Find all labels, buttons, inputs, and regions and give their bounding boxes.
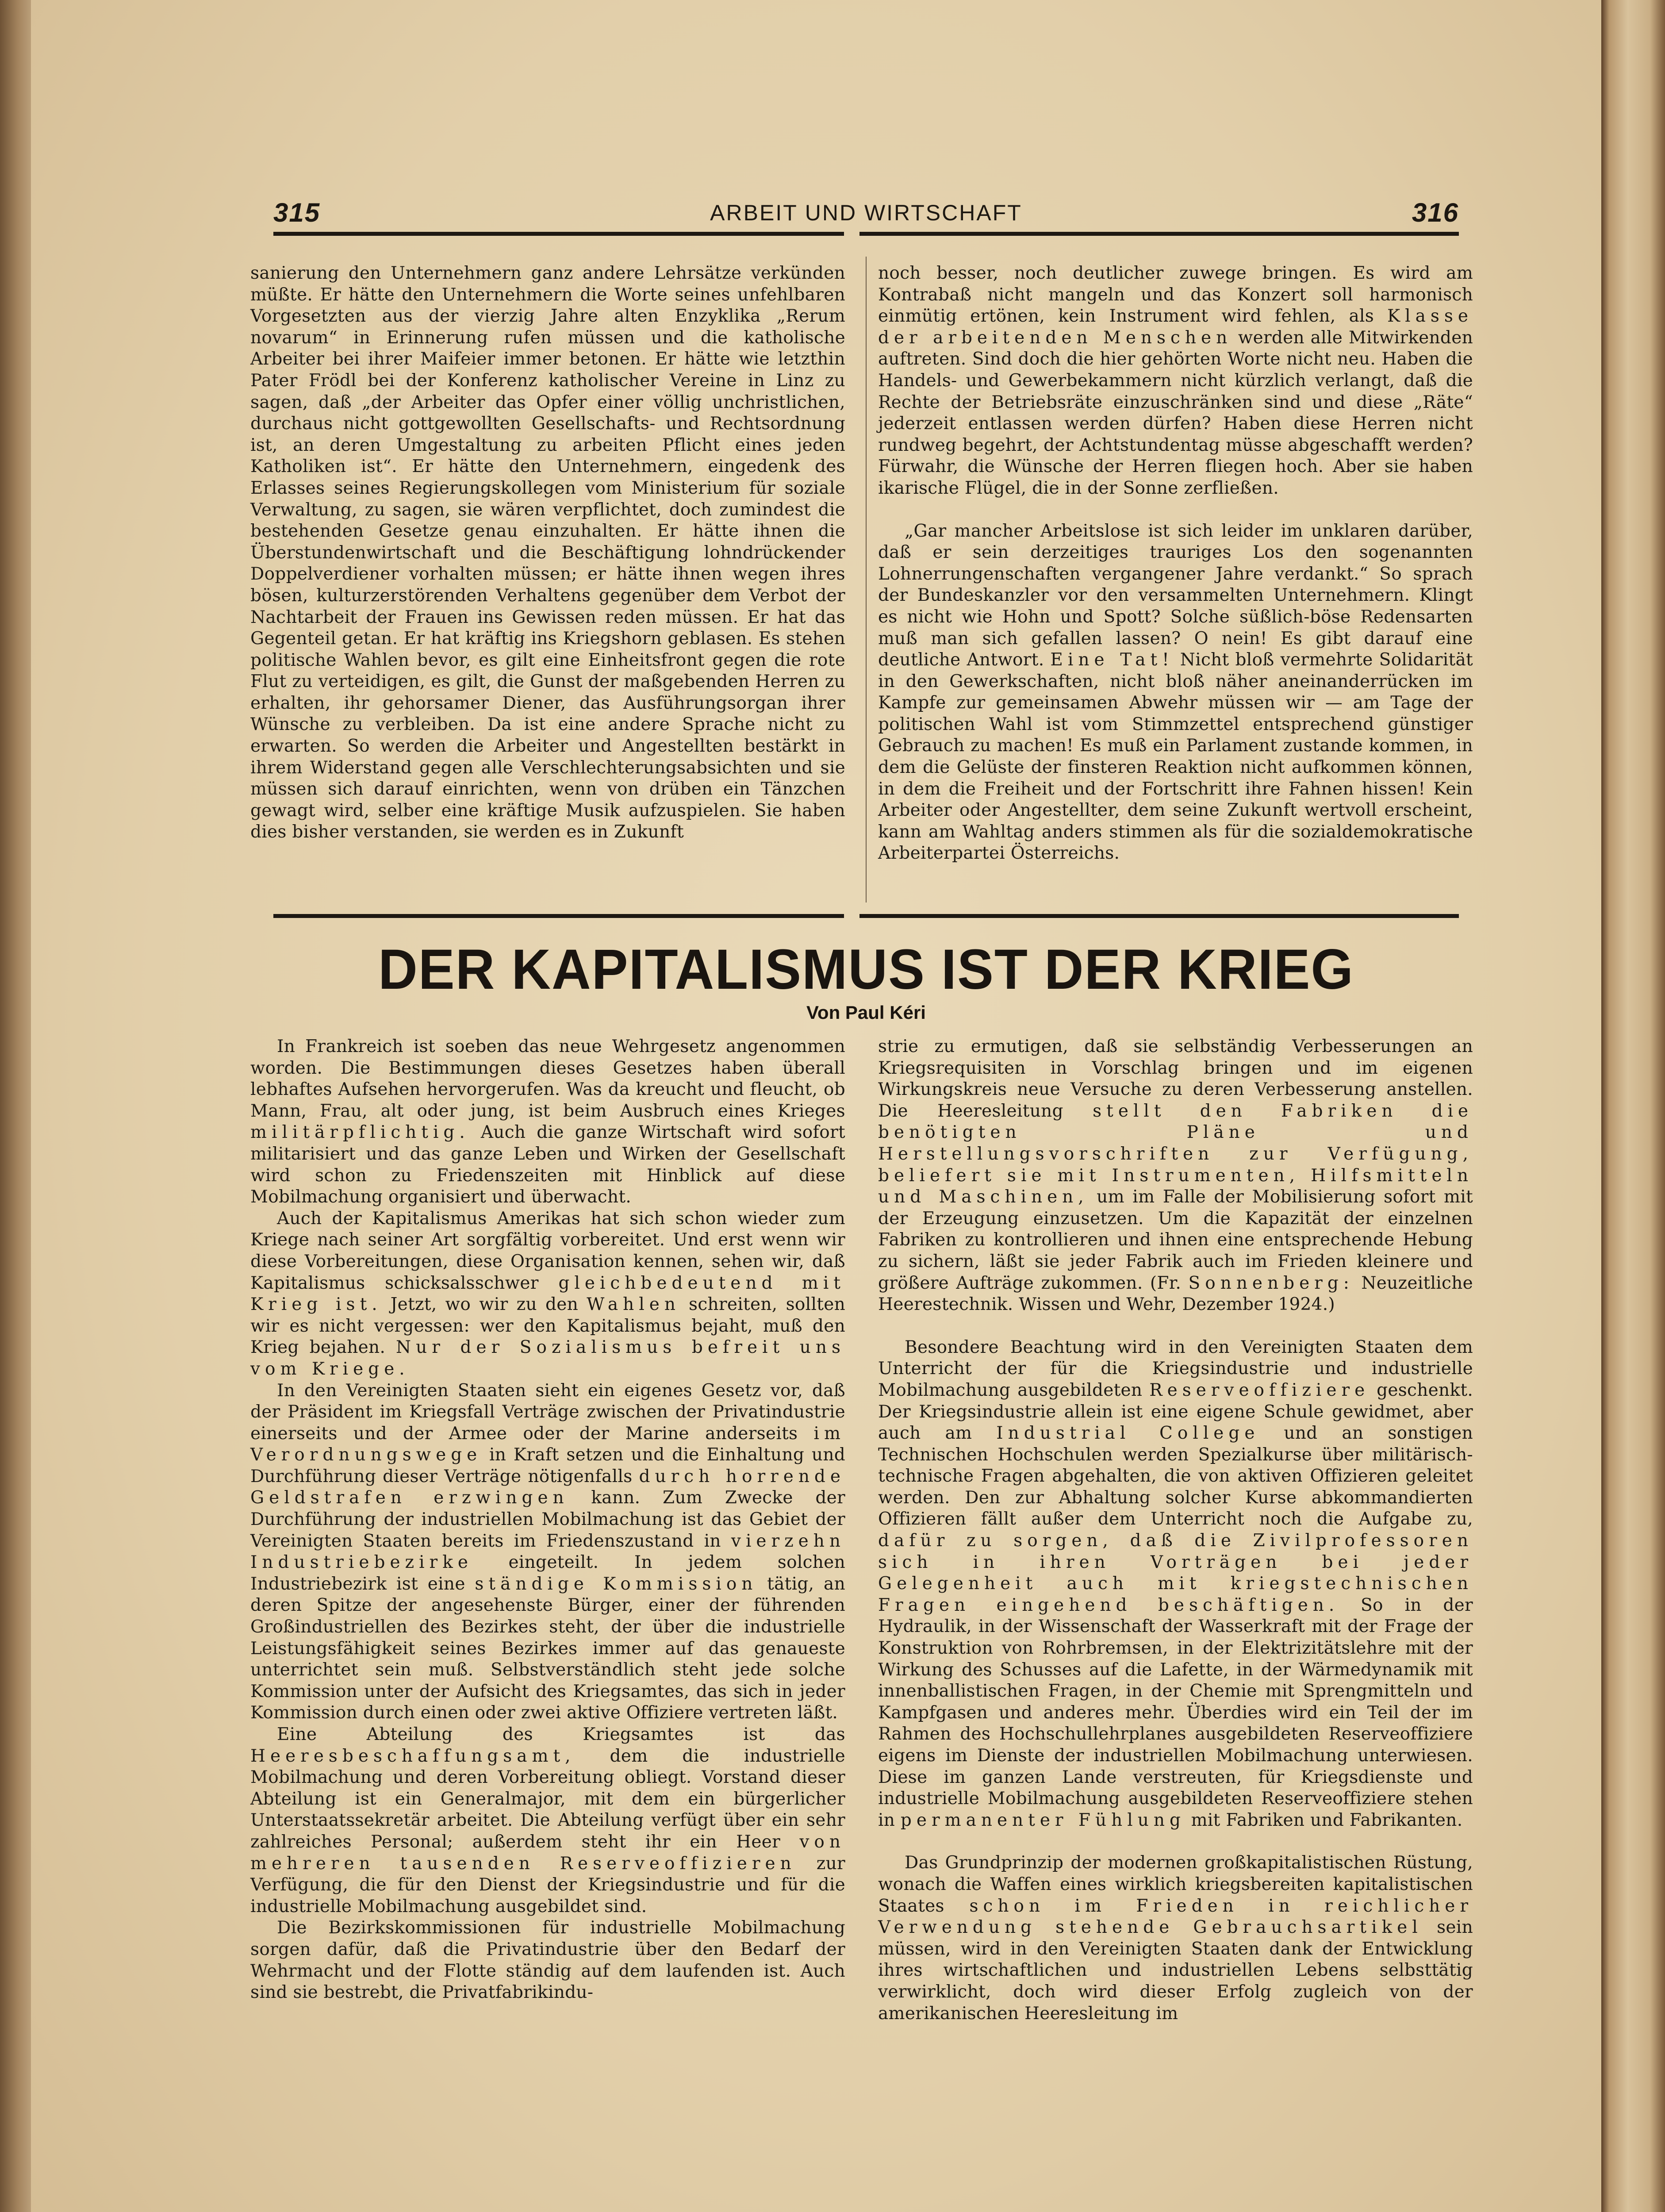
article-column-left (250, 1036, 845, 2004)
section-rule (273, 912, 1459, 919)
article-column-right (878, 1036, 1473, 2024)
article-left-paragraph-2: Auch der Kapitalismus Amerikas hat sich schon wieder zum Kriege nach seiner Art sorgfältig vorbereitet. Und erst wenn wir diese Vorbereitungen, diese Organisation kennen, sehen wir, daß Kapitalismus schicksalsschwer gleichbedeutend mit Krieg ist. Jetzt, wo wir zu den Wahlen schreiten, sollten wir es nicht vergessen: wer den Kapitalismus bejaht, muß den Krieg bejahen. Nur der Sozialismus befreit uns vom Kriege. (250, 1208, 846, 1379)
article-left-paragraph-4: Eine Abteilung des Kriegsamtes ist das Heeresbeschaffungsamt, dem die industrielle Mobilmachung und deren Vorbereitung obliegt. Vorstand dieser Abteilung ist ein Generalmajor, mit dem ein bürgerlicher Unterstaatssekretär arbeitet. Die Abteilung verfügt über ein sehr zahlreiches Personal; außerdem steht ihr ein Heer von mehreren tausenden Reserveoffizieren zur Verfügung, die für den Dienst der Kriegsindustrie und für die industrielle Mobilmachung ausgebildet sind. (250, 1724, 846, 1916)
article-left-paragraph-3: In den Vereinigten Staaten sieht ein eigenes Gesetz vor, daß der Präsident im Kriegsfall Verträge zwischen der Privatindustrie einerseits und der Armee oder der Marine anderseits im Verordnungswege in Kraft setzen und die Einhaltung und Durchführung dieser Verträge nötigenfalls durch horrende Geldstrafen erzwingen kann. Zum Zwecke der Durchführung der industriellen Mobilmachung ist das Gebiet der Vereinigten Staaten bereits im Friedenszustand in vierzehn Industriebezirke eingeteilt. In jedem solchen Industriebezirk ist eine ständige Kommission tätig, an deren Spitze der angesehenste Bürger, einer der führenden Großindustriellen des Bezirkes steht, der über die industrielle Leistungsfähigkeit seines Bezirkes immer auf das genaueste unterrichtet sein muß. Selbstverständlich steht jede solche Kommission unter der Aufsicht des Kriegsamtes, das sich in jeder Kommission durch einen oder zwei aktive Offiziere vertreten läßt. (250, 1380, 846, 1723)
article-right-paragraph-1: strie zu ermutigen, daß sie selbständig Verbesserungen an Kriegsrequisiten in Vorschlag bringen und im eigenen Wirkungskreis neue Versuche zu deren Verbesserung anstellen. Die Heeresleitung stellt den Fabriken die benötigten Pläne und Herstellungsvorschriften zur Verfügung, beliefert sie mit Instrumenten, Hilfsmitteln und Maschinen, um im Falle der Mobilisierung sofort mit der Erzeugung einzusetzen. Um die Kapazität der einzelnen Fabriken zu kontrollieren und ihnen eine entsprechende Hebung zu sichern, läßt sie jeder Fabrik auch im Frieden kleinere und größere Aufträge zukommen. (Fr. Sonnenberg: Neuzeitliche Heerestechnik. Wissen und Wehr, Dezember 1924.) (878, 1037, 1473, 1315)
article-right-paragraph-2: Besondere Beachtung wird in den Vereinigten Staaten dem Unterricht der für die Kriegsindustrie und industrielle Mobilmachung ausgebildeten Reserveoffiziere geschenkt. Der Kriegsindustrie allein ist eine eigene Schule gewidmet, aber auch am Industrial College und an sonstigen Technischen Hochschulen werden Spezialkurse über militärisch-technische Fragen abgehalten, die von aktiven Offizieren geleitet werden. Den zur Abhaltung solcher Kurse abkommandierten Offizieren fällt außer dem Unterricht noch die Aufgabe zu, dafür zu sorgen, daß die Zivilprofessoren sich in ihren Vorträgen bei jeder Gelegenheit auch mit kriegstechnischen Fragen eingehend beschäftigen. So in der Hydraulik, in der Wissenschaft der Wasserkraft mit der Frage der Konstruktion von Rohrbremsen, in der Elektrizitätslehre mit der Wirkung des Schusses auf die Lafette, in der Wärmedynamik mit innenballistischen Fragen, in der Chemie mit Sprengmitteln und Kampfgasen und anderes mehr. Überdies wird ein Teil der im Rahmen des Hochschullehrplanes ausgebildeten Reserveoffiziere eigens im Dienste der industriellen Mobilmachung unterwiesen. Diese im ganzen Lande verstreuten, für Kriegsdienste und industrielle Mobilmachung ausgebildeten Reserveoffiziere stehen in permanenter Fühlung mit Fabriken und Fabrikanten. (878, 1337, 1473, 1830)
header-rule (273, 230, 1459, 237)
page-number-right: 316 (1412, 198, 1459, 227)
journal-title: ARBEIT UND WIRTSCHAFT (710, 200, 1022, 225)
top-left-paragraph: sanierung den Unternehmern ganz andere Lehrsätze verkünden müßte. Er hätte den Unternehmern die Worte seines unfehlbaren Vorgesetzten aus der vierzig Jahre alten Enzyklika „Rerum novarum“ in Erinnerung rufen müssen und die katholische Arbeiter bei ihrer Maifeier immer betonen. Er hätte wie letzthin Pater Frödl bei der Konferenz katholischer Vereine in Linz zu sagen, daß „der Arbeiter das Opfer einer völlig unchristlichen, durchaus nicht gottgewollten Gesellschafts- und Rechtsordnung ist, an deren Umgestaltung zu arbeiten Pflicht eines jeden Katholiken ist“. Er hätte den Unternehmern, eingedenk des Erlasses seines Regierungskollegen vom Ministerium für soziale Verwaltung, zu sagen, sie wären verpflichtet, doch zumindest die bestehenden Gesetze genau einzuhalten. Er hätte ihnen die Überstundenwirtschaft und die Beschäftigung lohndrückender Doppelverdiener vorhalten müssen; er hätte ihnen wegen ihres bösen, kulturzerstörenden Verhaltens gegenüber dem Verbot der Nachtarbeit der Frauen ins Gewissen reden müssen. Er hat das Gegenteil getan. Er hat kräftig ins Kriegshorn geblasen. Es stehen politische Wahlen bevor, es gilt eine Einheitsfront gegen die rote Flut zu verteidigen, es gilt, die Gunst der maßgebenden Herren zu erhalten, ihr gehorsamer Diener, das Ausführungsorgan ihrer Wünsche zu verbleiben. Da ist eine andere Sprache nicht zu erwarten. So werden die Arbeiter und Angestellten bestärkt in ihrem Widerstand gegen alle Verschlechterungsabsichten und sie müssen sich darauf einrichten, wenn von drüben ein Tänzchen gewagt wird, selber eine kräftige Musik aufzuspielen. Sie haben dies bisher verstanden, sie werden es in Zukunft (250, 263, 845, 842)
column-divider (866, 257, 867, 902)
next-page-edge (1601, 0, 1665, 2212)
article-left-paragraph-1: In Frankreich ist soeben das neue Wehrgesetz angenommen worden. Die Bestimmungen dieses Gesetzes haben überall lebhaftes Aufsehen hervorgerufen. Was da kreucht und fleucht, ob Mann, Frau, alt oder jung, ist beim Ausbruch eines Krieges militärpflichtig. Auch die ganze Wirtschaft wird sofort militarisiert und das ganze Leben und Wirken der Gesellschaft wird schon zu Friedenszeiten mit Hinblick auf diese Mobilmachung organisiert und überwacht. (250, 1037, 845, 1207)
page-number-left: 315 (273, 198, 321, 227)
top-column-right (878, 263, 1473, 864)
article-left-paragraph-5: Die Bezirkskommissionen für industrielle Mobilmachung sorgen dafür, daß die Privatindustrie über den Bedarf der Wehrmacht und der Flotte ständig auf dem laufenden ist. Auch sind sie bestrebt, die Privatfabrikindu- (250, 1918, 845, 2003)
top-right-paragraph-1: noch besser, noch deutlicher zuwege bringen. Es wird am Kontrabaß nicht mangeln und das Konzert soll harmonisch einmütig ertönen, kein Instrument wird fehlen, als Klasse der arbeitenden Menschen werden alle Mitwirkenden auftreten. Sind doch die hier gehörten Worte nicht neu. Haben die Handels- und Gewerbekammern nicht kürzlich verlangt, daß die Rechte der Betriebsräte einzuschränken sind und diese „Räte“ jederzeit entlassen werden dürfen? Haben diese Herren nicht rundweg begehrt, der Achtstundentag müsse abgeschafft werden? Fürwahr, die Wünsche der Herren fliegen hoch. Aber sie haben ikarische Flügel, die in der Sonne zerfließen. (878, 263, 1473, 498)
article-headline: DER KAPITALISMUS IST DER KRIEG (378, 938, 1354, 1001)
page-header (273, 197, 1459, 228)
top-right-paragraph-2: „Gar mancher Arbeitslose ist sich leider im unklaren darüber, daß er sein derzeitiges trauriges Los den sogenannten Lohnerrungenschaften vergangener Jahre verdankt.“ So sprach der Bundeskanzler vor den versammelten Unternehmern. Klingt es nicht wie Hohn und Spott? Solche süßlich-böse Redensarten muß man sich gefallen lassen? O nein! Es gibt darauf eine deutliche Antwort. Eine Tat! Nicht bloß vermehrte Solidarität in den Gewerkschaften, nicht bloß näher aneinanderrücken im Kampfe zur gemeinsamen Abwehr müssen wir — am Tage der politischen Wahl ist vom Stimmzettel entsprechend günstiger Gebrauch zu machen! Es muß ein Parlament zustande kommen, in dem die Gelüste der finsteren Reaktion nicht aufkommen können, in dem die Freiheit und der Fortschritt ihre Fahnen hissen! Kein Arbeiter oder Angestellter, dem seine Zukunft wertvoll erscheint, kann am Wahltag anders stimmen als für die sozialdemokratische Arbeiterpartei Österreichs. (878, 521, 1473, 864)
article-right-paragraph-3: Das Grundprinzip der modernen großkapitalistischen Rüstung, wonach die Waffen eines wirklich kriegsbereiten kapitalistischen Staates schon im Frieden in reichlicher Verwendung stehende Gebrauchsartikel sein müssen, wird in den Vereinigten Staaten dank der Entwicklung ihres wirtschaftlichen und industriellen Lebens selbsttätig verwirklicht, doch wird dieser Erfolg zugleich von der amerikanischen Heeresleitung im (878, 1853, 1473, 2024)
top-column-left (250, 263, 845, 843)
article-byline: Von Paul Kéri (806, 1002, 926, 1023)
